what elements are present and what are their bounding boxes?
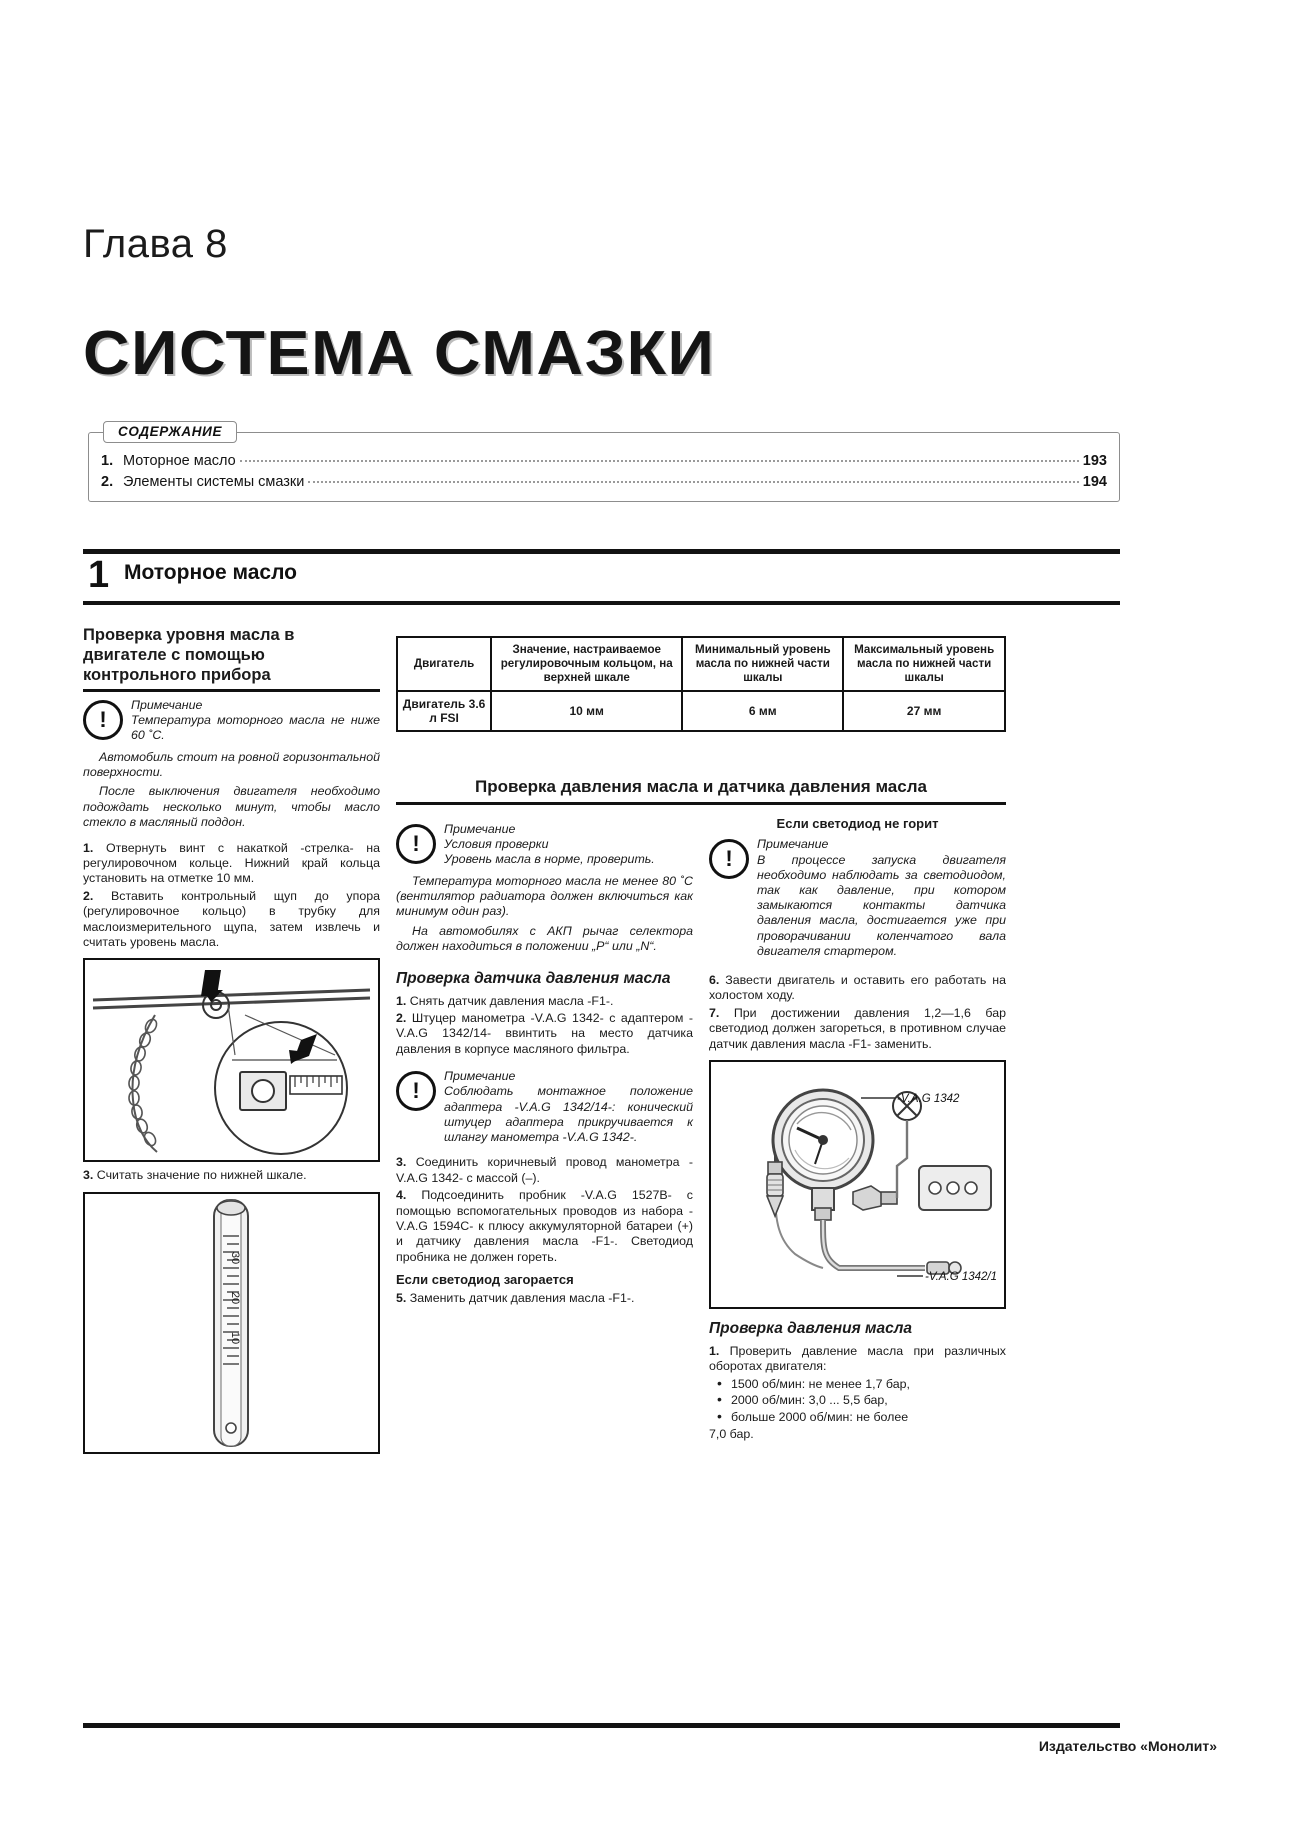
left-heading: Проверка уровня масла в двигателе с помощью контрольного прибора: [83, 625, 380, 692]
step-number: 4.: [396, 1188, 407, 1203]
toc-entry-title: Моторное масло: [123, 453, 236, 469]
step-number: 6.: [709, 973, 720, 988]
list-item: [396, 994, 693, 1009]
toc-tab-label: СОДЕРЖАНИЕ: [103, 421, 237, 443]
list-item: [709, 1344, 1006, 1375]
note-title: Примечание: [444, 822, 516, 836]
note-block: [396, 822, 693, 868]
step-number: 5.: [396, 1290, 407, 1305]
step-number: 7.: [709, 1005, 720, 1020]
figure-dipstick-scale-svg: [85, 1194, 378, 1452]
note-block: [709, 837, 1006, 959]
list-item: [396, 1188, 693, 1265]
toc-entry-number: 2.: [101, 474, 114, 490]
table-header-row: [397, 637, 1005, 691]
note-paragraph: Температура моторного масла не ниже 60 ˚С.: [131, 713, 380, 743]
list-item: • больше 2000 об/мин: не более: [731, 1410, 1006, 1426]
section-number: 1: [88, 554, 110, 596]
table-header-cell: Двигатель: [397, 637, 491, 691]
spec-table: [396, 636, 1006, 732]
step-number: 2.: [83, 888, 94, 903]
step-number: 1.: [83, 840, 94, 855]
step-number: 1.: [709, 1344, 720, 1359]
list-item: • 2000 об/мин: 3,0 ... 5,5 бар,: [731, 1393, 1006, 1409]
figure-label-gauge: -V.A.G 1342: [897, 1093, 960, 1106]
note-text: [444, 1069, 693, 1145]
pressure-bullet-tail: 7,0 бар.: [709, 1426, 754, 1441]
figure-pressure-gauge-svg: [711, 1062, 1004, 1307]
step-text: Вставить контрольный щуп до упора (регулировочное кольцо) в трубку для маслоизмерительного щупа, затем извлечь и считать уровень масла.: [83, 888, 380, 950]
step-text: Завести двигатель и оставить его работать на холостом ходу.: [709, 973, 1006, 1003]
note-paragraph: Соблюдать монтажное положение адаптера -V.A.G 1342/14-: конический штуцер адаптера прикручивается к шлангу манометра -V.A.G 1342-.: [444, 1084, 693, 1145]
list-item: [396, 1011, 693, 1057]
table-cell: 27 мм: [843, 691, 1005, 731]
scale-label-30: 30: [229, 1251, 241, 1265]
left-column: [83, 625, 380, 1460]
section-rule-bottom: [83, 601, 1120, 605]
step-text: Проверить давление масла при различных оборотах двигателя:: [709, 1344, 1006, 1374]
table-cell: 6 мм: [682, 691, 843, 731]
list-item: [83, 889, 380, 951]
step-number: 3.: [396, 1155, 407, 1170]
note-block: [396, 1069, 693, 1145]
step-text: Подсоединить пробник -V.A.G 1527В- с помощью вспомогательных проводов из набора -V.A.G 1594С- к плюсу аккумуляторной батареи (+) и датчику давления масла -F1-. Светодиод пробника не должен гореть.: [396, 1188, 693, 1264]
pressure-check-heading: Проверка давления масла и датчика давления масла: [396, 777, 1006, 805]
middle-column: [396, 816, 693, 1306]
figure-dipstick-scale: [83, 1192, 380, 1454]
exclamation-icon: !: [709, 839, 749, 879]
step-text: При достижении давления 1,2—1,6 бар светодиод должен загореться, в противном случае датчик давления масла -F1- заменить.: [709, 1005, 1006, 1051]
step-text: Отвернуть винт с накаткой -стрелка- на регулировочном кольце. Нижний край кольца установить на отметке 10 мм.: [83, 840, 380, 886]
toc-leader-dots: [308, 481, 1078, 483]
toc-box: [88, 424, 1120, 502]
table-of-contents: [88, 424, 1120, 502]
right-column: [709, 816, 1006, 1442]
figure-dipstick-ring: [83, 958, 380, 1162]
scale-label-10: 10: [229, 1331, 241, 1345]
list-item: [83, 1168, 380, 1183]
table-cell: Двигатель 3.6 л FSI: [397, 691, 491, 731]
list-item: [709, 973, 1006, 1004]
toc-entry-number: 1.: [101, 453, 114, 469]
step-text: Заменить датчик давления масла -F1-.: [409, 1290, 635, 1305]
table-header-cell: Максимальный уровень масла по нижней части шкалы: [843, 637, 1005, 691]
note-subtitle: Условия проверки: [444, 837, 549, 852]
note-text: [131, 698, 380, 744]
step-text: Штуцер манометра -V.A.G 1342- с адаптером -V.A.G 1342/14- ввинтить на место датчика давления в корпусе масляного фильтра.: [396, 1011, 693, 1056]
list-item: [396, 1155, 693, 1186]
pressure-check-subheading: Проверка давления масла: [709, 1320, 912, 1338]
note-paragraph: На автомобилях с АКП рычаг селектора должен находиться в положении „Р“ или „N“.: [396, 923, 693, 954]
note-title: Примечание: [131, 698, 203, 712]
note-paragraph: В процессе запуска двигателя необходимо наблюдать за светодиодом, так как давление, при котором замыкаются контакты датчика давления масла, достигается уже при проворачивании коленчатого вала двигателя стартером.: [757, 852, 1006, 958]
list-item: [396, 1291, 693, 1306]
step-text: Считать значение по нижней шкале.: [96, 1168, 307, 1183]
exclamation-icon: !: [396, 1071, 436, 1111]
publisher-imprint: Издательство «Монолит»: [1038, 1738, 1217, 1754]
table-header-cell: Минимальный уровень масла по нижней части шкалы: [682, 637, 843, 691]
toc-entry[interactable]: [99, 472, 1109, 493]
chapter-label: Глава 8: [83, 222, 228, 266]
table-cell: 10 мм: [491, 691, 682, 731]
table-header-cell: Значение, настраиваемое регулировочным кольцом, на верхней шкале: [491, 637, 682, 691]
led-off-subheading: Если светодиод не горит: [776, 816, 939, 831]
led-on-subheading: Если светодиод загорается: [396, 1272, 574, 1288]
chapter-title: СИСТЕМА СМАЗКИ: [83, 319, 716, 388]
toc-leader-dots: [240, 460, 1079, 462]
note-block: [83, 698, 380, 744]
note-text: [444, 822, 693, 868]
step-number: 3.: [83, 1168, 94, 1183]
note-text: [757, 837, 1006, 959]
note-paragraph: Температура моторного масла не менее 80 ˚С (вентилятор радиатора должен включиться как минимум один раз).: [396, 873, 693, 919]
toc-entry[interactable]: [99, 451, 1109, 472]
step-text: Соединить коричневый провод манометра -V.A.G 1342- с массой (–).: [396, 1155, 693, 1185]
figure-pressure-gauge: [709, 1060, 1006, 1309]
sensor-check-heading: Проверка датчика давления масла: [396, 969, 671, 987]
note-paragraph: Уровень масла в норме, проверить.: [444, 852, 655, 867]
step-text: Снять датчик давления масла -F1-.: [409, 993, 614, 1008]
note-paragraph: Автомобиль стоит на ровной горизонтальной поверхности.: [83, 749, 380, 780]
toc-entry-page: 194: [1082, 474, 1107, 490]
scale-label-20: 20: [229, 1291, 241, 1305]
toc-entry-page: 193: [1082, 453, 1107, 469]
section-rule-top: [83, 549, 1120, 554]
note-title: Примечание: [444, 1069, 516, 1084]
figure-label-adapter: -V.A.G 1342/1: [925, 1271, 998, 1284]
table-row: [397, 691, 1005, 731]
note-title: Примечание: [757, 837, 829, 852]
step-number: 2.: [396, 1011, 407, 1026]
figure-dipstick-ring-svg: [85, 960, 378, 1160]
note-paragraph: После выключения двигателя необходимо подождать несколько минут, чтобы масло стекло в масляный поддон.: [83, 784, 380, 830]
list-item: [83, 841, 380, 887]
exclamation-icon: !: [83, 700, 123, 740]
list-item: [709, 1006, 1006, 1052]
footer-rule: [83, 1723, 1120, 1728]
pressure-bullet-list: [709, 1377, 1006, 1426]
exclamation-icon: !: [396, 824, 436, 864]
toc-entry-title: Элементы системы смазки: [123, 474, 305, 490]
step-number: 1.: [396, 993, 407, 1008]
section-title: Моторное масло: [124, 561, 297, 584]
list-item: • 1500 об/мин: не менее 1,7 бар,: [731, 1377, 1006, 1393]
